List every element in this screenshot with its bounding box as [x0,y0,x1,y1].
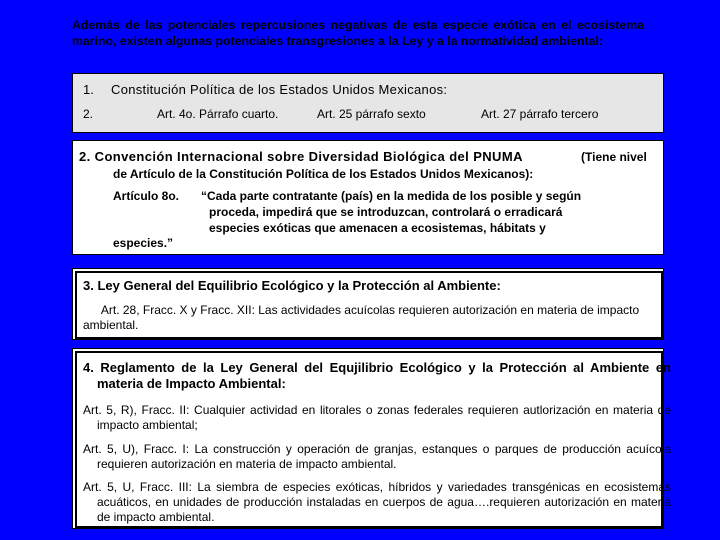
constitution-box [72,73,664,133]
article-27: Art. 27 párrafo tercero [481,107,599,121]
lgeepa-title: 3. Ley General del Equilibrio Ecológico y la Protección al Ambiente: [83,278,501,293]
lgeepa-box [72,268,664,340]
reglamento-p2: Art. 5, U), Fracc. I: La construcción y operación de granjas, estanques o parques de producción acuícola requieren autorización en materia de impacto ambiental. [83,442,671,471]
lgeepa-text: Art. 28, Fracc. X y Fracc. XII: Las actividades acuícolas requieren autorización en materia de impacto ambiental. [83,303,640,332]
article-8: Artículo 8o. [113,189,180,203]
article-4: Art. 4o. Párrafo cuarto. [157,107,279,121]
quote-line-2: proceda, impedirá que se introduzcan, controlará o erradicará [209,205,563,219]
article-25: Art. 25 párrafo sexto [317,107,426,121]
convention-box [72,140,664,255]
reglamento-box [72,348,671,529]
reglamento-p1: Art. 5, R), Fracc. II: Cualquier actividad en litorales o zonas federales requieren autlorización en materia de impacto ambiental; [83,403,671,432]
quote-line-4: especies.” [113,236,174,250]
constitution-number-2: 2. [83,107,94,121]
constitution-number: 1. [83,82,94,97]
reglamento-p3: Art. 5, U, Fracc. III: La siembra de especies exóticas, híbridos y variedades transgénicas en ecosistemas acuáticos, en unidades de producción instaladas en cuerpos de agua….requieren autorización en materia de impacto ambiental. [83,480,671,524]
quote-line-1: “Cada parte contratante (país) en la medida de los posible y según [201,189,582,203]
intro-text: Además de las potenciales repercusiones negativas de esta especie exótica en el ecosistema marino, existen algunas potenciales transgresiones a la Ley y a la normatividad ambiental: [72,18,644,48]
reglamento-title: 4. Reglamento de la Ley General del Equjilibrio Ecológico y la Protección al Ambiente en materia de Impacto Ambiental: [83,360,671,391]
quote-line-3: especies exóticas que amenacen a ecosistemas, hábitats y [209,221,546,235]
constitution-title: Constitución Política de los Estados Unidos Mexicanos: [111,82,448,97]
convention-title: 2. Convención Internacional sobre Diversidad Biológica del PNUMA [79,149,523,164]
convention-line2: de Artículo de la Constitución Política de los Estados Unidos Mexicanos): [113,167,534,181]
convention-paren: (Tiene nivel [581,150,647,164]
